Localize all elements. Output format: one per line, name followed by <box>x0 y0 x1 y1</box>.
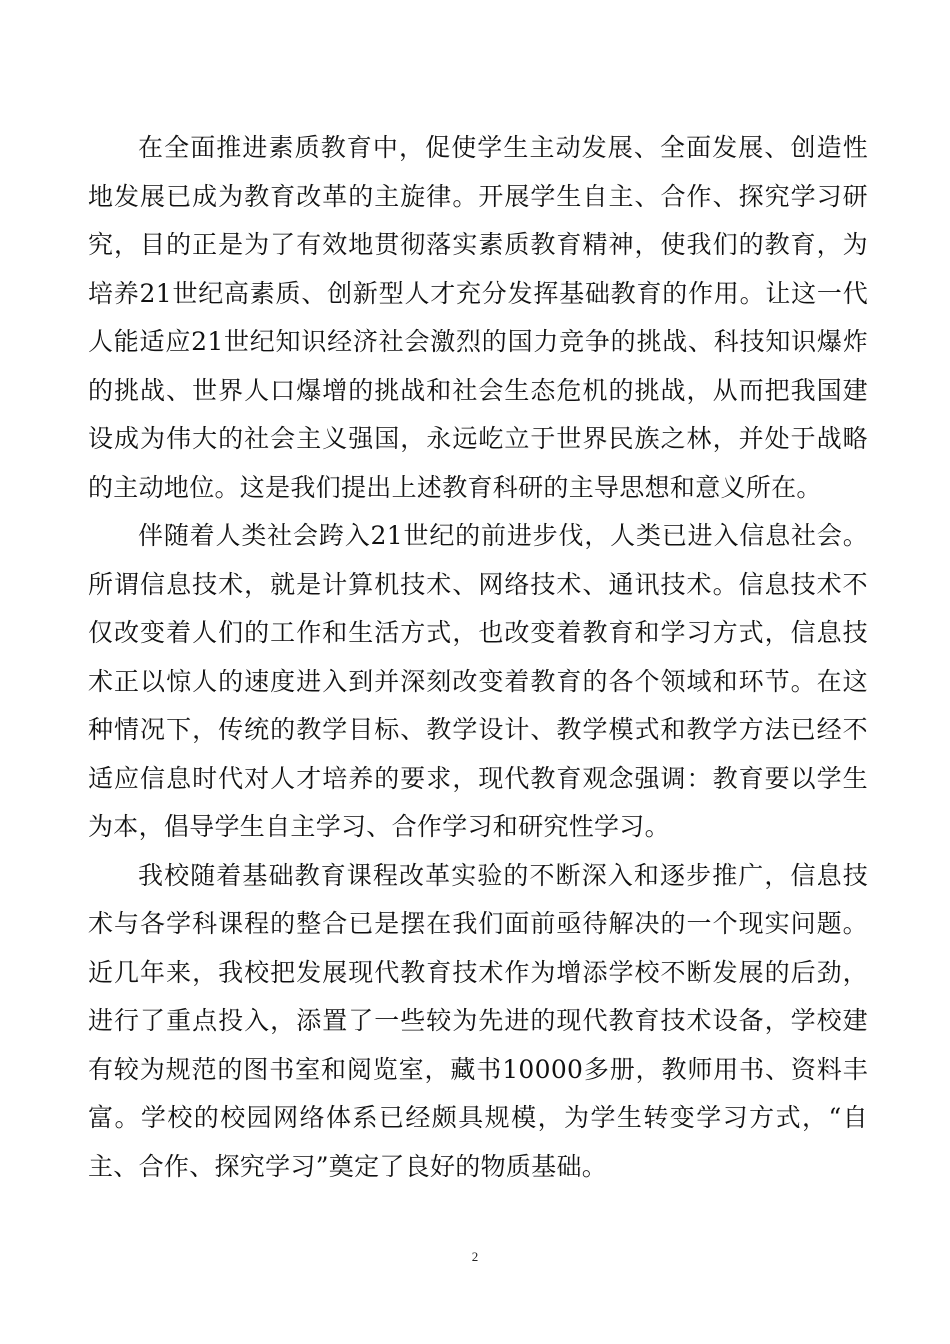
paragraph-1: 在全面推进素质教育中，促使学生主动发展、全面发展、创造性地发展已成为教育改革的主旋律。开展学生自主、合作、探究学习研究，目的正是为了有效地贯彻落实素质教育精神，使我们的教育，为培养21世纪高素质、创新型人才充分发挥基础教育的作用。让这一代人能适应21世纪知识经济社会激烈的国力竞争的挑战、科技知识爆炸的挑战、世界人口爆增的挑战和社会生态危机的挑战，从而把我国建设成为伟大的社会主义强国，永远屹立于世界民族之林，并处于战略的主动地位。这是我们提出上述教育科研的主导思想和意义所在。 <box>88 133 868 502</box>
page-number: 2 <box>471 1249 479 1264</box>
paragraph-3: 我校随着基础教育课程改革实验的不断深入和逐步推广，信息技术与各学科课程的整合已是摆在我们面前亟待解决的一个现实问题。近几年来，我校把发展现代教育技术作为增添学校不断发展的后劲，进行了重点投入，添置了一些较为先进的现代教育技术设备，学校建有较为规范的图书室和阅览室，藏书10000多册，教师用书、资料丰富。学校的校园网络体系已经颇具规模，为学生转变学习方式，“自主、合作、探究学习”奠定了良好的物质基础。 <box>88 860 868 1181</box>
document-body <box>88 124 868 1191</box>
paragraph-2: 伴随着人类社会跨入21世纪的前进步伐，人类已进入信息社会。所谓信息技术，就是计算机技术、网络技术、通讯技术。信息技术不仅改变着人们的工作和生活方式，也改变着教育和学习方式，信息技术正以惊人的速度进入到并深刻改变着教育的各个领域和环节。在这种情况下，传统的教学目标、教学设计、教学模式和教学方法已经不适应信息时代对人才培养的要求，现代教育观念强调：教育要以学生为本，倡导学生自主学习、合作学习和研究性学习。 <box>88 521 868 841</box>
